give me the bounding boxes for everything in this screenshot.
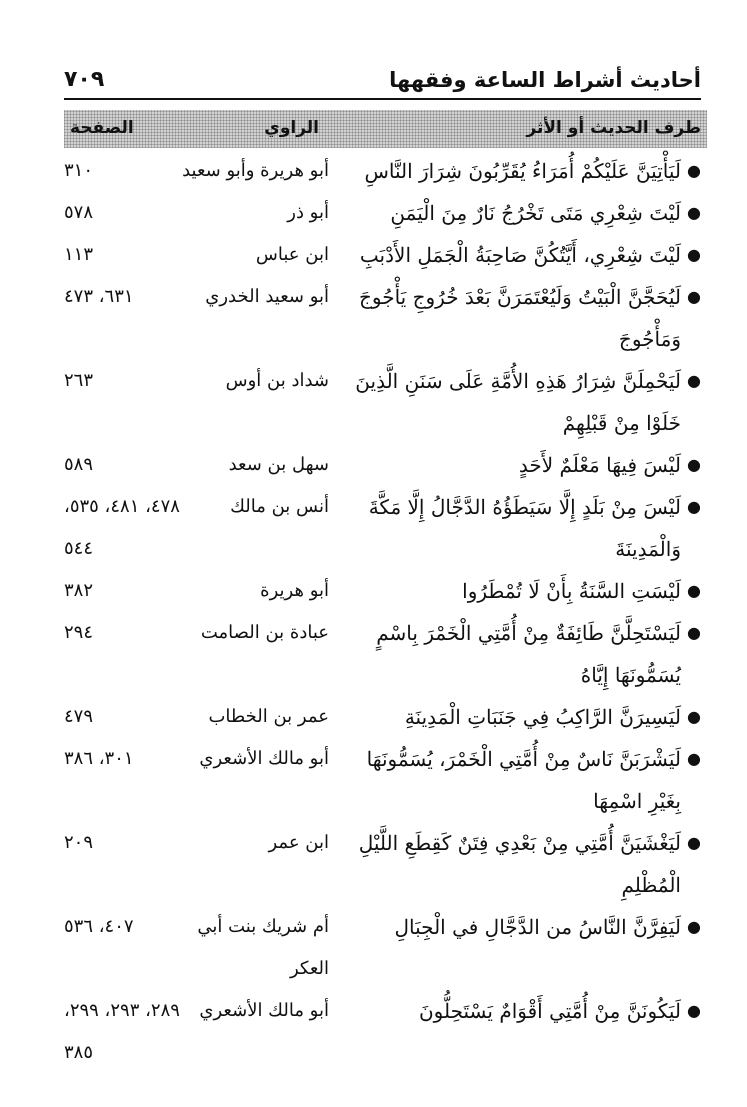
bullet-icon: ● xyxy=(687,455,701,474)
table-row xyxy=(64,570,707,612)
table-row xyxy=(64,822,707,906)
page-refs: ٢٦٣ xyxy=(64,370,94,391)
narrator: ابن عمر xyxy=(268,832,329,853)
page-refs: ٥٨٩ xyxy=(64,454,94,475)
page-refs: ٢٩٤ xyxy=(64,622,94,643)
hadith-text: لَيْسَ مِنْ بَلَدٍ إِلَّا سَيَطَؤُهُ الدَّجَّالُ إِلَّا مَكَّةَ وَالْمَدِينَةَ xyxy=(368,495,681,561)
hadith-text: لَيُحَجَّنَّ الْبَيْتُ وَلَيُعْتَمَرَنَّ بَعْدَ خُرُوجِ يَأْجُوجَ وَمَأْجُوجَ xyxy=(358,285,681,351)
page-refs: ١١٣ xyxy=(64,244,94,265)
book-title: أحاديث أشراط الساعة وفقهها xyxy=(389,68,701,92)
hadith-text: لَيْسَ فِيهَا مَعْلَمٌ لأَحَدٍ xyxy=(518,453,681,477)
table-row xyxy=(64,360,707,444)
table-header xyxy=(64,110,707,148)
bullet-icon: ● xyxy=(687,749,701,768)
narrator: شداد بن أوس xyxy=(225,370,329,391)
column-header-hadith: طرف الحديث أو الأثر xyxy=(526,118,701,138)
bullet-icon: ● xyxy=(687,623,701,642)
page-refs: ٤٧٩ xyxy=(64,706,94,727)
table-row xyxy=(64,990,707,1074)
narrator: أبو هريرة xyxy=(260,580,329,601)
table-row xyxy=(64,444,707,486)
narrator: عبادة بن الصامت xyxy=(200,622,329,643)
table-row xyxy=(64,696,707,738)
table-row xyxy=(64,906,707,990)
narrator: أبو مالك الأشعري xyxy=(199,1000,329,1021)
narrator: سهل بن سعد xyxy=(228,454,329,475)
hadith-text: لَيَحْمِلَنَّ شِرَارُ هَذِهِ الأُمَّةِ عَلَى سَنَنِ الَّذِينَ خَلَوْا مِنْ قَبْلِهِمْ xyxy=(355,369,681,435)
table-row xyxy=(64,276,707,360)
narrator: أم شريك بنت أبي العكر xyxy=(197,916,329,979)
column-header-narrator: الراوي xyxy=(264,118,319,138)
page-refs: ٢٨٩، ٢٩٣، ٢٩٩، ٣٨٥ xyxy=(64,1000,180,1063)
narrator: أبو ذر xyxy=(287,202,329,223)
hadith-text: لَيَسِيرَنَّ الرَّاكِبُ فِي جَنَبَاتِ الْمَدِينَةِ xyxy=(404,705,681,729)
bullet-icon: ● xyxy=(687,1001,701,1020)
narrator: عمر بن الخطاب xyxy=(208,706,329,727)
column-header-page: الصفحة xyxy=(70,118,134,138)
bullet-icon: ● xyxy=(687,581,701,600)
table-row xyxy=(64,738,707,822)
table-row xyxy=(64,150,707,192)
narrator: ابن عباس xyxy=(255,244,329,265)
bullet-icon: ● xyxy=(687,833,701,852)
hadith-text: لَيَفِرَّنَّ النَّاسُ من الدَّجَّالِ في الْجِبَالِ xyxy=(394,915,681,939)
page-refs: ٣٨٢ xyxy=(64,580,94,601)
bullet-icon: ● xyxy=(687,287,701,306)
page-refs: ٤٠٧، ٥٣٦ xyxy=(64,916,134,937)
narrator: أبو مالك الأشعري xyxy=(199,748,329,769)
narrator: أبو هريرة وأبو سعيد xyxy=(182,160,329,181)
table-row xyxy=(64,486,707,570)
bullet-icon: ● xyxy=(687,707,701,726)
hadith-text: لَيْسَتِ السَّنَةُ بِأَنْ لَا تُمْطَرُوا xyxy=(462,579,681,603)
hadith-text: لَيْتَ شِعْرِي مَتَى تَخْرُجُ نَارٌ مِنَ الْيَمَنِ xyxy=(390,201,681,225)
bullet-icon: ● xyxy=(687,371,701,390)
page-refs: ٢٠٩ xyxy=(64,832,94,853)
bullet-icon: ● xyxy=(687,245,701,264)
narrator: أنس بن مالك xyxy=(230,496,329,517)
page-refs: ٣١٠ xyxy=(64,160,94,181)
bullet-icon: ● xyxy=(687,497,701,516)
table-row xyxy=(64,612,707,696)
page-refs: ٥٧٨ xyxy=(64,202,94,223)
bullet-icon: ● xyxy=(687,917,701,936)
hadith-text: لَيَأْتِيَنَّ عَلَيْكُمْ أُمَرَاءُ يُقَرِّبُونَ شِرَارَ النَّاسِ xyxy=(364,159,681,183)
bullet-icon: ● xyxy=(687,203,701,222)
hadith-text: لَيَشْرَبَنَّ نَاسٌ مِنْ أُمَّتِي الْخَمْرَ، يُسَمُّونَهَا بِغَيْرِ اسْمِهَا xyxy=(366,747,681,813)
index-table xyxy=(64,150,707,1074)
table-row xyxy=(64,192,707,234)
table-row xyxy=(64,234,707,276)
bullet-icon: ● xyxy=(687,161,701,180)
page-refs: ٦٣١، ٤٧٣ xyxy=(64,286,134,307)
page-refs: ٣٠١، ٣٨٦ xyxy=(64,748,134,769)
page-refs: ٤٧٨، ٤٨١، ٥٣٥، ٥٤٤ xyxy=(64,496,180,559)
hadith-text: لَيَغْشَيَنَّ أُمَّتِي مِنْ بَعْدِي فِتَنٌ كَقِطَعِ اللَّيْلِ الْمُظْلِمِ xyxy=(358,831,681,897)
running-header xyxy=(64,52,701,100)
narrator: أبو سعيد الخدري xyxy=(205,286,329,307)
hadith-text: لَيْتَ شِعْرِي، أَيَّتُكُنَّ صَاحِبَةُ الْجَمَلِ الأَدْبَبِ xyxy=(359,243,681,267)
page-number: ٧٠٩ xyxy=(64,67,105,92)
hadith-text: لَيَكُونَنَّ مِنْ أُمَّتِي أَقْوَامٌ يَسْتَحِلُّونَ xyxy=(418,999,681,1023)
hadith-text: لَيَسْتَحِلَّنَّ طَائِفَةٌ مِنْ أُمَّتِي الْخَمْرَ بِاسْمٍ يُسَمُّونَهَا إِيَّاهُ xyxy=(376,621,681,687)
